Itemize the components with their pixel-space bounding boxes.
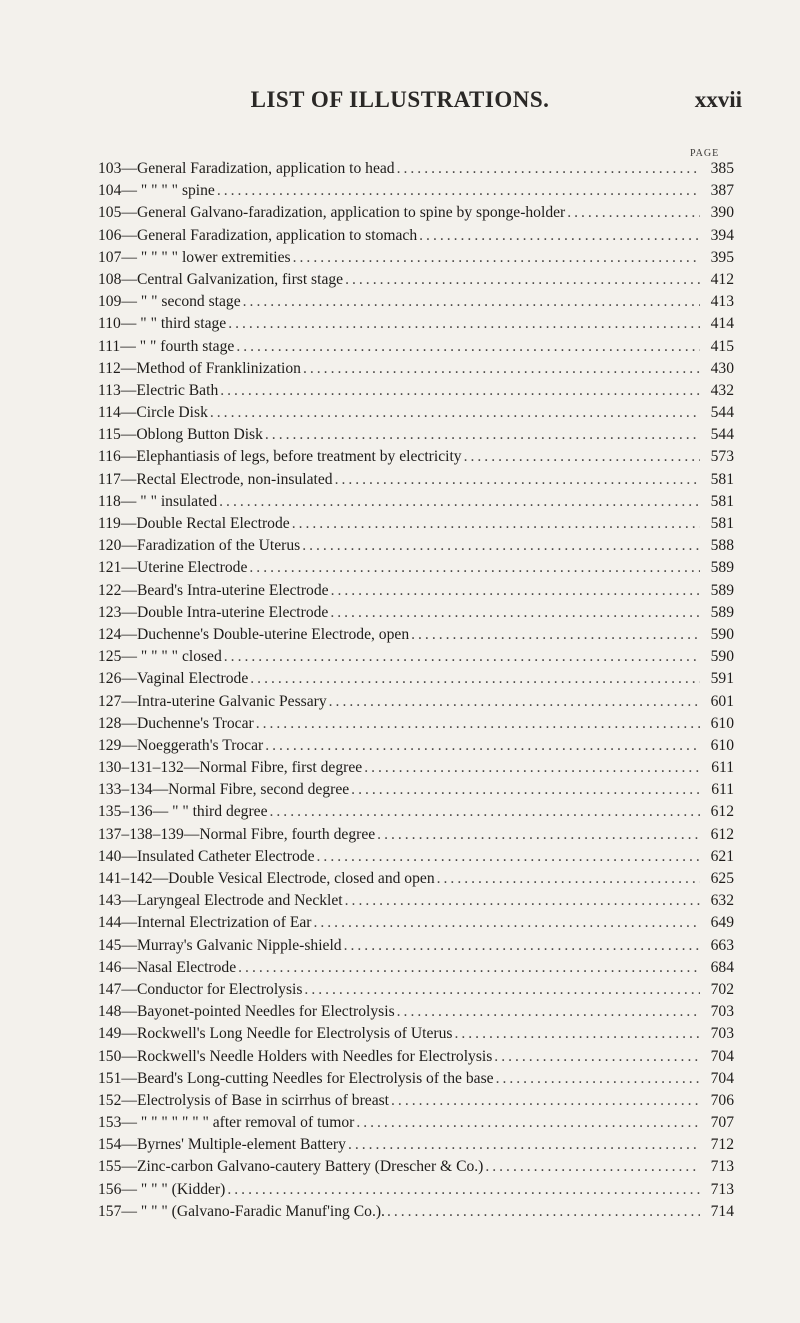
entry-caption: 116—Elephantiasis of legs, before treatment by electricity <box>98 448 462 466</box>
list-entry <box>98 935 734 957</box>
list-entry <box>98 846 734 868</box>
dot-leader <box>238 957 700 979</box>
entry-page-number: 703 <box>710 1025 734 1043</box>
dot-leader <box>387 1201 700 1223</box>
entry-page-number: 610 <box>710 714 734 732</box>
entry-page-number: 589 <box>710 581 734 599</box>
entry-caption: 152—Electrolysis of Base in scirrhus of breast <box>98 1091 390 1109</box>
dot-leader <box>219 491 700 513</box>
entry-page-number: 395 <box>710 248 734 266</box>
list-entry <box>98 912 734 934</box>
entry-page-number: 663 <box>710 936 734 954</box>
dot-leader <box>391 1090 700 1112</box>
entry-page-number: 581 <box>710 492 734 510</box>
entry-page-number: 712 <box>710 1136 734 1154</box>
dot-leader <box>329 691 700 713</box>
entry-page-number: 591 <box>710 670 734 688</box>
list-entry <box>98 269 734 291</box>
entry-page-number: 713 <box>710 1158 734 1176</box>
dot-leader <box>437 868 700 890</box>
list-entry <box>98 646 734 668</box>
dot-leader <box>313 912 700 934</box>
entry-caption: 148—Bayonet-pointed Needles for Electrolysis <box>98 1003 395 1021</box>
dot-leader <box>345 890 700 912</box>
dot-leader <box>454 1023 700 1045</box>
entry-caption: 128—Duchenne's Trocar <box>98 714 254 732</box>
entry-page-number: 707 <box>710 1114 734 1132</box>
list-entry <box>98 1201 734 1223</box>
entry-page-number: 612 <box>710 825 734 843</box>
dot-leader <box>356 1112 700 1134</box>
entry-caption: 144—Internal Electrization of Ear <box>98 914 312 932</box>
entry-caption: 117—Rectal Electrode, non-insulated <box>98 470 333 488</box>
entry-page-number: 413 <box>710 293 734 311</box>
list-entry <box>98 602 734 624</box>
entry-caption: 118— " " insulated <box>98 492 218 510</box>
entry-caption: 150—Rockwell's Needle Holders with Needles for Electrolysis <box>98 1047 493 1065</box>
list-entry <box>98 1046 734 1068</box>
list-entry <box>98 957 734 979</box>
dot-leader <box>249 557 700 579</box>
list-entry <box>98 513 734 535</box>
dot-leader <box>270 801 701 823</box>
dot-leader <box>228 313 700 335</box>
dot-leader <box>265 424 700 446</box>
entry-caption: 154—Byrnes' Multiple-element Battery <box>98 1136 346 1154</box>
list-entry <box>98 1023 734 1045</box>
page-title: LIST OF ILLUSTRATIONS. <box>250 87 550 112</box>
list-entry <box>98 469 734 491</box>
entry-caption: 108—Central Galvanization, first stage <box>98 270 344 288</box>
dot-leader <box>236 336 700 358</box>
entry-page-number: 544 <box>710 426 734 444</box>
entry-caption: 114—Circle Disk <box>98 404 208 422</box>
entry-caption: 147—Conductor for Electrolysis <box>98 980 303 998</box>
entry-caption: 140—Insulated Catheter Electrode <box>98 847 315 865</box>
entry-caption: 119—Double Rectal Electrode <box>98 515 290 532</box>
entry-caption: 127—Intra-uterine Galvanic Pessary <box>98 692 327 710</box>
dot-leader <box>317 846 700 868</box>
entry-caption: 106—General Faradization, application to stomach <box>98 226 418 244</box>
list-entry <box>98 446 734 468</box>
dot-leader <box>217 180 700 202</box>
dot-leader <box>377 824 700 846</box>
entry-page-number: 632 <box>710 892 734 910</box>
list-entry <box>98 757 734 779</box>
dot-leader <box>227 1179 700 1201</box>
entry-page-number: 430 <box>710 359 734 377</box>
entry-page-number: 612 <box>710 803 734 821</box>
list-entry <box>98 624 734 646</box>
entry-caption: 124—Duchenne's Double-uterine Electrode, open <box>98 625 410 643</box>
entry-page-number: 581 <box>710 515 734 532</box>
entry-page-number: 601 <box>710 692 734 710</box>
entry-caption: 145—Murray's Galvanic Nipple-shield <box>98 936 342 954</box>
dot-leader <box>210 402 700 424</box>
list-entry <box>98 868 734 890</box>
list-entry <box>98 691 734 713</box>
dot-leader <box>293 247 700 269</box>
entry-page-number: 649 <box>710 914 734 932</box>
entry-page-number: 573 <box>710 448 734 466</box>
dot-leader <box>335 469 700 491</box>
page-column-label: PAGE <box>690 148 720 159</box>
dot-leader <box>250 668 700 690</box>
dot-leader <box>411 624 700 646</box>
entry-page-number: 588 <box>710 537 734 555</box>
list-entry <box>98 1112 734 1134</box>
dot-leader <box>485 1156 700 1178</box>
entry-page-number: 589 <box>710 559 734 577</box>
dot-leader <box>419 225 700 247</box>
entry-caption: 137–138–139—Normal Fibre, fourth degree <box>98 825 376 843</box>
entry-caption: 155—Zinc-carbon Galvano-cautery Battery (Drescher & Co.) <box>98 1158 484 1176</box>
list-entry <box>98 668 734 690</box>
entry-page-number: 704 <box>710 1047 734 1065</box>
entry-caption: 143—Laryngeal Electrode and Necklet <box>98 892 343 910</box>
entry-caption: 153— " " " " " " " after removal of tumor <box>98 1114 355 1132</box>
list-entry <box>98 1179 734 1201</box>
entry-page-number: 581 <box>710 470 734 488</box>
entry-caption: 130–131–132—Normal Fibre, first degree <box>98 759 363 777</box>
entry-page-number: 590 <box>710 625 734 643</box>
list-entry <box>98 735 734 757</box>
dot-leader <box>397 158 700 180</box>
entry-caption: 151—Beard's Long-cutting Needles for Electrolysis of the base <box>98 1069 494 1087</box>
entry-page-number: 713 <box>710 1180 734 1198</box>
entry-page-number: 544 <box>710 404 734 422</box>
dot-leader <box>364 757 700 779</box>
entry-caption: 126—Vaginal Electrode <box>98 670 249 688</box>
dot-leader <box>494 1046 700 1068</box>
entry-page-number: 702 <box>710 980 734 998</box>
entry-page-number: 610 <box>710 736 734 754</box>
dot-leader <box>292 513 700 535</box>
entry-caption: 121—Uterine Electrode <box>98 559 248 577</box>
list-entry <box>98 424 734 446</box>
entry-page-number: 684 <box>710 958 734 976</box>
list-entry <box>98 1068 734 1090</box>
entry-page-number: 621 <box>710 847 734 865</box>
entry-caption: 146—Nasal Electrode <box>98 958 237 976</box>
entry-caption: 120—Faradization of the Uterus <box>98 537 301 555</box>
list-entry <box>98 1134 734 1156</box>
entry-caption: 129—Noeggerath's Trocar <box>98 736 264 754</box>
dot-leader <box>303 358 700 380</box>
entry-page-number: 704 <box>710 1069 734 1087</box>
list-entry <box>98 380 734 402</box>
list-entry <box>98 979 734 1001</box>
list-entry <box>98 247 734 269</box>
entry-caption: 111— " " fourth stage <box>98 337 235 355</box>
list-entry <box>98 358 734 380</box>
dot-leader <box>397 1001 700 1023</box>
entry-caption: 156— " " " (Kidder) <box>98 1180 226 1198</box>
dot-leader <box>351 779 700 801</box>
list-entry <box>98 291 734 313</box>
list-entry <box>98 225 734 247</box>
list-entry <box>98 779 734 801</box>
dot-leader <box>243 291 700 313</box>
dot-leader <box>265 735 700 757</box>
entry-caption: 107— " " " " lower extremities <box>98 248 291 266</box>
dot-leader <box>348 1134 700 1156</box>
entry-caption: 109— " " second stage <box>98 293 241 311</box>
dot-leader <box>304 979 700 1001</box>
list-entry <box>98 824 734 846</box>
entry-caption: 105—General Galvano-faradization, application to spine by sponge-holder <box>98 204 566 222</box>
entry-page-number: 412 <box>710 270 734 288</box>
entry-page-number: 714 <box>710 1202 734 1220</box>
entry-page-number: 385 <box>710 160 734 177</box>
entry-page-number: 589 <box>710 603 734 621</box>
dot-leader <box>331 580 700 602</box>
entry-caption: 122—Beard's Intra-uterine Electrode <box>98 581 329 599</box>
list-entry <box>98 402 734 424</box>
entry-page-number: 387 <box>710 182 734 200</box>
entry-caption: 113—Electric Bath <box>98 381 219 399</box>
dot-leader <box>330 602 700 624</box>
entry-caption: 110— " " third stage <box>98 315 227 333</box>
running-header <box>0 87 800 117</box>
entry-page-number: 414 <box>710 315 734 333</box>
dot-leader <box>345 269 700 291</box>
dot-leader <box>344 935 700 957</box>
list-entry <box>98 1090 734 1112</box>
entry-page-number: 390 <box>710 204 734 222</box>
entry-page-number: 394 <box>710 226 734 244</box>
dot-leader <box>496 1068 700 1090</box>
list-entry <box>98 535 734 557</box>
dot-leader <box>224 646 700 668</box>
list-entry <box>98 1001 734 1023</box>
dot-leader <box>256 713 700 735</box>
entry-caption: 104— " " " " spine <box>98 182 215 200</box>
entry-caption: 149—Rockwell's Long Needle for Electrolysis of Uterus <box>98 1025 453 1043</box>
list-entry <box>98 580 734 602</box>
entry-caption: 123—Double Intra-uterine Electrode <box>98 603 329 621</box>
entry-page-number: 625 <box>710 870 734 887</box>
dot-leader <box>220 380 700 402</box>
entry-page-number: 611 <box>711 759 734 777</box>
dot-leader <box>302 535 700 557</box>
entry-caption: 115—Oblong Button Disk <box>98 426 263 444</box>
entry-page-number: 706 <box>710 1091 734 1109</box>
list-entry <box>98 313 734 335</box>
entry-caption: 135–136— " " third degree <box>98 803 268 821</box>
entry-page-number: 415 <box>710 337 734 355</box>
list-entry <box>98 1156 734 1178</box>
list-entry <box>98 491 734 513</box>
entry-caption: 103—General Faradization, application to head <box>98 160 395 177</box>
entry-page-number: 432 <box>710 381 734 399</box>
entry-page-number: 703 <box>710 1003 734 1021</box>
list-entry <box>98 180 734 202</box>
dot-leader <box>464 446 700 468</box>
list-entry <box>98 713 734 735</box>
dot-leader <box>567 202 700 224</box>
list-entry <box>98 336 734 358</box>
list-entry <box>98 890 734 912</box>
entry-page-number: 590 <box>710 648 734 666</box>
entry-caption: 112—Method of Franklinization <box>98 359 301 377</box>
list-entry <box>98 557 734 579</box>
entry-caption: 157— " " " (Galvano-Faradic Manuf'ing Co.). <box>98 1202 385 1220</box>
page-number-roman: xxvii <box>694 87 742 112</box>
entry-caption: 141–142—Double Vesical Electrode, closed and open <box>98 870 435 887</box>
list-entry <box>98 801 734 823</box>
list-entry <box>98 158 734 180</box>
illustrations-list <box>98 158 734 1223</box>
list-entry <box>98 202 734 224</box>
entry-caption: 125— " " " " closed <box>98 648 222 666</box>
entry-caption: 133–134—Normal Fibre, second degree <box>98 781 350 799</box>
entry-page-number: 611 <box>711 781 734 799</box>
